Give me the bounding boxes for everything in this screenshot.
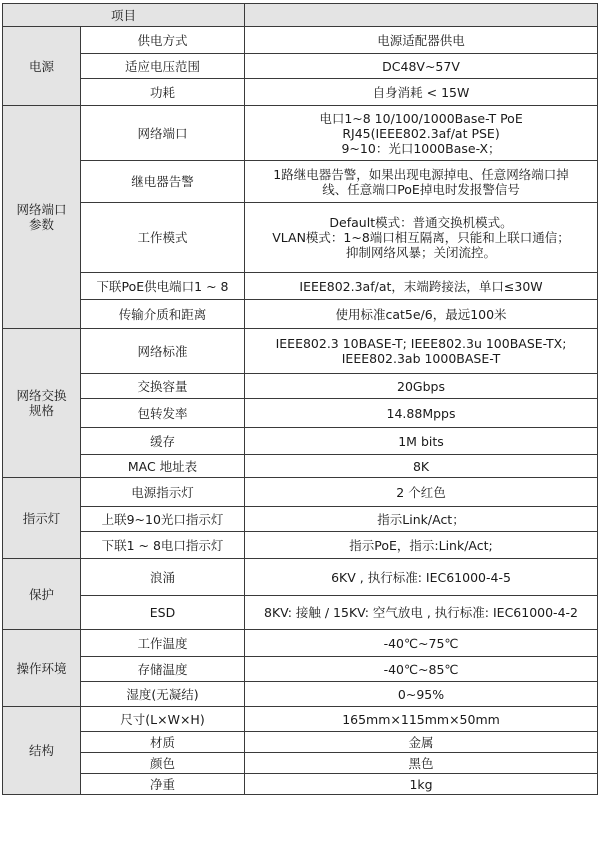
- spec-row: [3, 507, 598, 532]
- spec-label-cell: 缓存: [81, 428, 245, 455]
- spec-row: [3, 273, 598, 300]
- spec-value-cell: 电口1~8 10/100/1000Base-T PoE RJ45(IEEE802.3af/at PSE) 9~10：光口1000Base-X；: [245, 106, 598, 161]
- spec-value-cell: 20Gbps: [245, 374, 598, 399]
- spec-row: [3, 478, 598, 507]
- spec-label-cell: 网络标准: [81, 329, 245, 374]
- spec-label-cell: 包转发率: [81, 399, 245, 428]
- spec-label-cell: 下联1 ~ 8电口指示灯: [81, 532, 245, 559]
- spec-label-cell: 工作温度: [81, 630, 245, 657]
- spec-row: [3, 203, 598, 273]
- spec-value-cell: 1路继电器告警，如果出现电源掉电、任意网络端口掉 线、任意端口PoE掉电时发报警信号: [245, 161, 598, 203]
- spec-row: [3, 774, 598, 795]
- spec-value-cell: IEEE802.3 10BASE-T; IEEE802.3u 100BASE-TX; IEEE802.3ab 1000BASE-T: [245, 329, 598, 374]
- spec-value-cell: 1M bits: [245, 428, 598, 455]
- spec-label-cell: 交换容量: [81, 374, 245, 399]
- spec-row: [3, 79, 598, 106]
- spec-value-cell: -40℃~75℃: [245, 630, 598, 657]
- spec-value-cell: 指示Link/Act；: [245, 507, 598, 532]
- spec-value-cell: 黑色: [245, 753, 598, 774]
- spec-label-cell: ESD: [81, 596, 245, 630]
- spec-label-cell: 适应电压范围: [81, 54, 245, 79]
- spec-value-cell: 自身消耗 < 15W: [245, 79, 598, 106]
- category-cell: 网络交换 规格: [3, 329, 81, 478]
- spec-value-cell: Default模式：普通交换机模式。 VLAN模式：1~8端口相互隔离，只能和上联口通信； 抑制网络风暴；关闭流控。: [245, 203, 598, 273]
- spec-label-cell: 上联9~10光口指示灯: [81, 507, 245, 532]
- spec-row: [3, 329, 598, 374]
- spec-label-cell: 浪涌: [81, 559, 245, 596]
- spec-value-cell: 金属: [245, 732, 598, 753]
- spec-value-cell: 6KV , 执行标准: IEC61000-4-5: [245, 559, 598, 596]
- category-cell: 电源: [3, 27, 81, 106]
- spec-label-cell: 供电方式: [81, 27, 245, 54]
- spec-value-cell: 电源适配器供电: [245, 27, 598, 54]
- spec-value-cell: 1kg: [245, 774, 598, 795]
- header-value-cell: [245, 4, 598, 27]
- spec-label-cell: MAC 地址表: [81, 455, 245, 478]
- spec-value-cell: 使用标准cat5e/6，最远100米: [245, 300, 598, 329]
- spec-value-cell: 8KV: 接触 / 15KV: 空气放电 , 执行标准: IEC61000-4-2: [245, 596, 598, 630]
- spec-table-body: [3, 4, 598, 795]
- spec-row: [3, 399, 598, 428]
- category-cell: 网络端口 参数: [3, 106, 81, 329]
- spec-row: [3, 559, 598, 596]
- spec-value-cell: 165mm×115mm×50mm: [245, 707, 598, 732]
- spec-row: [3, 428, 598, 455]
- spec-value-cell: -40℃~85℃: [245, 657, 598, 682]
- spec-row: [3, 455, 598, 478]
- spec-value-cell: 2 个红色: [245, 478, 598, 507]
- spec-row: [3, 682, 598, 707]
- spec-value-cell: 0~95%: [245, 682, 598, 707]
- category-cell: 指示灯: [3, 478, 81, 559]
- spec-value-cell: IEEE802.3af/at，末端跨接法，单口≤30W: [245, 273, 598, 300]
- spec-label-cell: 继电器告警: [81, 161, 245, 203]
- spec-row: [3, 27, 598, 54]
- spec-row: [3, 707, 598, 732]
- spec-label-cell: 工作模式: [81, 203, 245, 273]
- spec-label-cell: 网络端口: [81, 106, 245, 161]
- spec-label-cell: 传输介质和距离: [81, 300, 245, 329]
- spec-label-cell: 功耗: [81, 79, 245, 106]
- spec-row: [3, 657, 598, 682]
- header-row: [3, 4, 598, 27]
- category-cell: 结构: [3, 707, 81, 795]
- spec-label-cell: 电源指示灯: [81, 478, 245, 507]
- spec-value-cell: 14.88Mpps: [245, 399, 598, 428]
- spec-label-cell: 存储温度: [81, 657, 245, 682]
- spec-label-cell: 颜色: [81, 753, 245, 774]
- spec-row: [3, 54, 598, 79]
- spec-row: [3, 532, 598, 559]
- spec-label-cell: 湿度(无凝结): [81, 682, 245, 707]
- spec-value-cell: 指示PoE，指示:Link/Act;: [245, 532, 598, 559]
- spec-row: [3, 300, 598, 329]
- header-item-cell: 项目: [3, 4, 245, 27]
- spec-row: [3, 753, 598, 774]
- spec-label-cell: 净重: [81, 774, 245, 795]
- spec-row: [3, 161, 598, 203]
- spec-row: [3, 106, 598, 161]
- spec-row: [3, 596, 598, 630]
- spec-row: [3, 732, 598, 753]
- category-cell: 保护: [3, 559, 81, 630]
- category-cell: 操作环境: [3, 630, 81, 707]
- spec-label-cell: 下联PoE供电端口1 ~ 8: [81, 273, 245, 300]
- spec-row: [3, 374, 598, 399]
- spec-table: [2, 3, 598, 795]
- spec-label-cell: 材质: [81, 732, 245, 753]
- spec-value-cell: DC48V~57V: [245, 54, 598, 79]
- spec-row: [3, 630, 598, 657]
- spec-value-cell: 8K: [245, 455, 598, 478]
- spec-label-cell: 尺寸(L×W×H): [81, 707, 245, 732]
